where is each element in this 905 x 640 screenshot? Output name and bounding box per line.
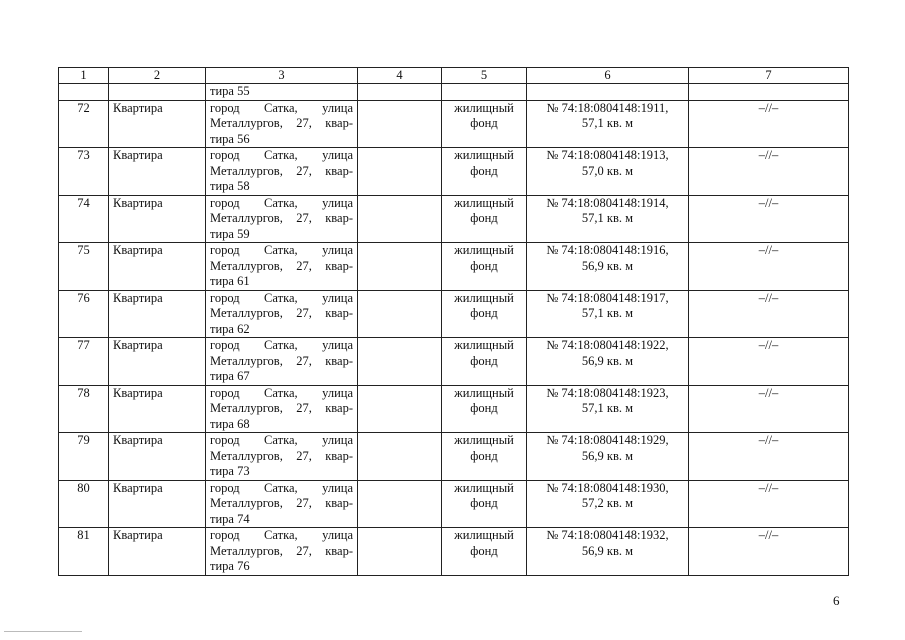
cell-address: город Сатка, улица Металлургов, 27, квар- тира 61 xyxy=(206,243,358,291)
cell-col-7: –//– xyxy=(689,385,849,433)
cell-number: 80 xyxy=(59,480,109,528)
cell-type: Квартира xyxy=(109,338,206,386)
cell-cadastral: № 74:18:0804148:1911, 57,1 кв. м xyxy=(527,100,689,148)
cell-type: Квартира xyxy=(109,433,206,481)
cell-fund xyxy=(442,84,527,101)
property-register-table xyxy=(58,67,849,576)
cell-address: город Сатка, улица Металлургов, 27, квар- тира 62 xyxy=(206,290,358,338)
cell-col-4 xyxy=(358,528,442,576)
cell-number xyxy=(59,84,109,101)
cell-address: тира 55 xyxy=(206,84,358,101)
cell-col-4 xyxy=(358,385,442,433)
cell-number: 81 xyxy=(59,528,109,576)
cell-col-7: –//– xyxy=(689,528,849,576)
continuation-row xyxy=(59,84,849,101)
cell-col-7: –//– xyxy=(689,100,849,148)
cell-number: 75 xyxy=(59,243,109,291)
cell-cadastral: № 74:18:0804148:1916, 56,9 кв. м xyxy=(527,243,689,291)
cell-number: 79 xyxy=(59,433,109,481)
cell-fund: жилищный фонд xyxy=(442,290,527,338)
cell-fund: жилищный фонд xyxy=(442,338,527,386)
cell-col-4 xyxy=(358,84,442,101)
cell-address: город Сатка, улица Металлургов, 27, квар- тира 59 xyxy=(206,195,358,243)
table-row xyxy=(59,100,849,148)
cell-col-7 xyxy=(689,84,849,101)
table-row xyxy=(59,290,849,338)
table-row xyxy=(59,480,849,528)
cell-address: город Сатка, улица Металлургов, 27, квар- тира 68 xyxy=(206,385,358,433)
page-number: 6 xyxy=(833,593,840,608)
table-row xyxy=(59,528,849,576)
cell-col-7: –//– xyxy=(689,338,849,386)
cell-cadastral: № 74:18:0804148:1922, 56,9 кв. м xyxy=(527,338,689,386)
cell-type: Квартира xyxy=(109,100,206,148)
scan-edge-line xyxy=(4,631,82,632)
cell-cadastral: № 74:18:0804148:1930, 57,2 кв. м xyxy=(527,480,689,528)
cell-fund: жилищный фонд xyxy=(442,385,527,433)
cell-col-4 xyxy=(358,195,442,243)
cell-number: 76 xyxy=(59,290,109,338)
cell-type: Квартира xyxy=(109,528,206,576)
cell-fund: жилищный фонд xyxy=(442,100,527,148)
table-row xyxy=(59,148,849,196)
header-col-2: 2 xyxy=(109,68,206,84)
cell-cadastral: № 74:18:0804148:1929, 56,9 кв. м xyxy=(527,433,689,481)
cell-col-4 xyxy=(358,433,442,481)
cell-col-7: –//– xyxy=(689,148,849,196)
header-col-3: 3 xyxy=(206,68,358,84)
table-row xyxy=(59,195,849,243)
cell-col-4 xyxy=(358,243,442,291)
cell-fund: жилищный фонд xyxy=(442,528,527,576)
cell-address: город Сатка, улица Металлургов, 27, квар- тира 76 xyxy=(206,528,358,576)
cell-col-7: –//– xyxy=(689,195,849,243)
header-col-7: 7 xyxy=(689,68,849,84)
cell-address: город Сатка, улица Металлургов, 27, квар- тира 58 xyxy=(206,148,358,196)
cell-cadastral: № 74:18:0804148:1932, 56,9 кв. м xyxy=(527,528,689,576)
cell-fund: жилищный фонд xyxy=(442,243,527,291)
cell-cadastral: № 74:18:0804148:1917, 57,1 кв. м xyxy=(527,290,689,338)
cell-type: Квартира xyxy=(109,290,206,338)
cell-number: 74 xyxy=(59,195,109,243)
table-row xyxy=(59,385,849,433)
cell-fund: жилищный фонд xyxy=(442,148,527,196)
cell-number: 77 xyxy=(59,338,109,386)
cell-col-7: –//– xyxy=(689,433,849,481)
cell-col-4 xyxy=(358,100,442,148)
cell-type: Квартира xyxy=(109,195,206,243)
header-col-4: 4 xyxy=(358,68,442,84)
cell-number: 72 xyxy=(59,100,109,148)
cell-fund: жилищный фонд xyxy=(442,195,527,243)
header-row xyxy=(59,68,849,84)
cell-cadastral xyxy=(527,84,689,101)
cell-col-7: –//– xyxy=(689,243,849,291)
cell-type: Квартира xyxy=(109,480,206,528)
cell-col-4 xyxy=(358,480,442,528)
cell-address: город Сатка, улица Металлургов, 27, квар- тира 73 xyxy=(206,433,358,481)
cell-address: город Сатка, улица Металлургов, 27, квар- тира 74 xyxy=(206,480,358,528)
cell-col-4 xyxy=(358,148,442,196)
cell-cadastral: № 74:18:0804148:1923, 57,1 кв. м xyxy=(527,385,689,433)
table-row xyxy=(59,433,849,481)
cell-number: 78 xyxy=(59,385,109,433)
cell-fund: жилищный фонд xyxy=(442,480,527,528)
cell-cadastral: № 74:18:0804148:1913, 57,0 кв. м xyxy=(527,148,689,196)
cell-cadastral: № 74:18:0804148:1914, 57,1 кв. м xyxy=(527,195,689,243)
cell-col-4 xyxy=(358,290,442,338)
cell-type: Квартира xyxy=(109,148,206,196)
cell-type: Квартира xyxy=(109,243,206,291)
cell-address: город Сатка, улица Металлургов, 27, квар- тира 56 xyxy=(206,100,358,148)
cell-type: Квартира xyxy=(109,385,206,433)
header-col-1: 1 xyxy=(59,68,109,84)
table-row xyxy=(59,338,849,386)
cell-col-4 xyxy=(358,338,442,386)
header-col-5: 5 xyxy=(442,68,527,84)
header-col-6: 6 xyxy=(527,68,689,84)
cell-fund: жилищный фонд xyxy=(442,433,527,481)
cell-address: город Сатка, улица Металлургов, 27, квар- тира 67 xyxy=(206,338,358,386)
cell-type xyxy=(109,84,206,101)
cell-col-7: –//– xyxy=(689,290,849,338)
table-row xyxy=(59,243,849,291)
cell-col-7: –//– xyxy=(689,480,849,528)
cell-number: 73 xyxy=(59,148,109,196)
